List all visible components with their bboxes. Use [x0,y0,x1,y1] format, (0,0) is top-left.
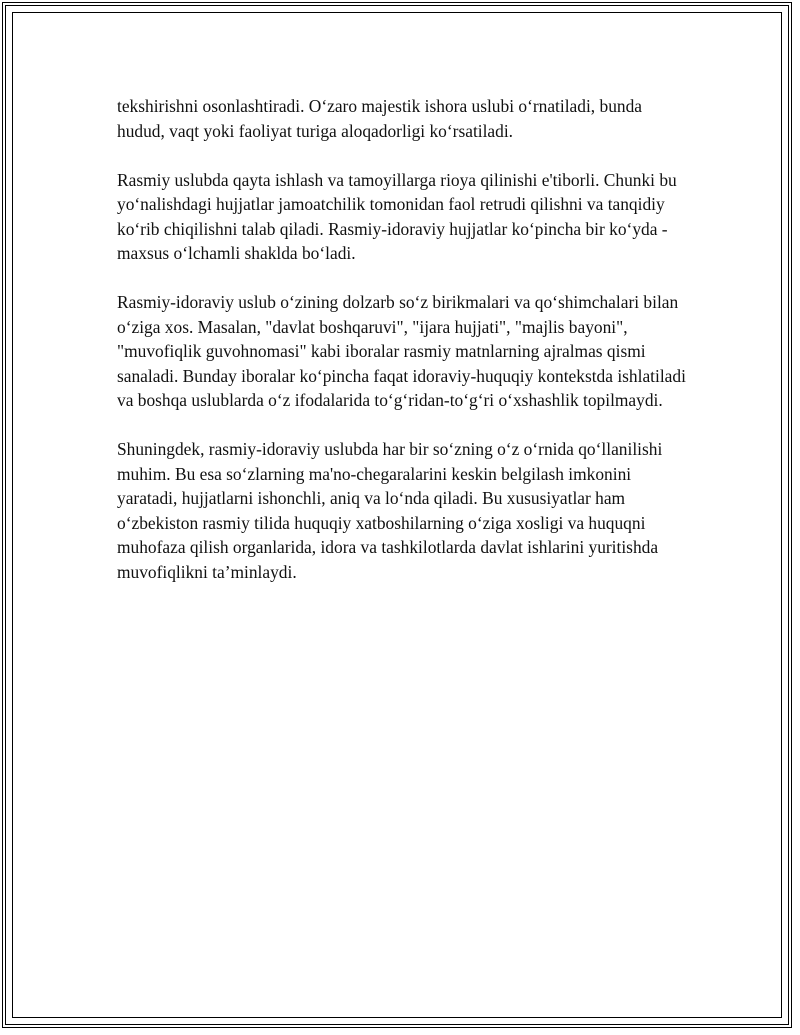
paragraph-1: tekshirishni osonlashtiradi. O‘zaro majestik ishora uslubi o‘rnatiladi, bunda hudud, vaqt yoki faoliyat turiga aloqadorligi ko‘rsatiladi. [117,96,642,141]
document-body [117,94,687,609]
paragraph-3: Rasmiy-idoraviy uslub o‘zining dolzarb so‘z birikmalari va qo‘shimchalari bilan o‘ziga xos. Masalan, "davlat boshqaruvi", "ijara hujjati", "majlis bayoni", "muvofiqlik guvohnomasi" kabi iboralar rasmiy matnlarning ajralmas qismi sanaladi. Bunday iboralar ko‘pincha faqat idoraviy-huquqiy kontekstda ishlatiladi va boshqa uslublarda o‘z ifodalarida to‘g‘ridan-to‘g‘ri o‘xshashlik topilmaydi. [117,292,686,410]
paragraph-4: Shuningdek, rasmiy-idoraviy uslubda har bir so‘zning o‘z o‘rnida qo‘llanilishi muhim. Bu esa so‘zlarning ma'no-chegaralarini keskin belgilash imkonini yaratadi, hujjatlarni ishonchli, aniq va lo‘nda qiladi. Bu xususiyatlar ham o‘zbekiston rasmiy tilida huquqiy xatboshilarning o‘ziga xosligi va huquqni muhofaza qilish organlarida, idora va tashkilotlarda davlat ishlarini yuritishda muvofiqlikni ta’minlaydi. [117,439,663,582]
paragraph-2: Rasmiy uslubda qayta ishlash va tamoyillarga rioya qilinishi e'tiborli. Chunki bu yo‘nalishdagi hujjatlar jamoatchilik tomonidan faol retrudi qilishni va tanqidiy ko‘rib chiqilishni talab qiladi. Rasmiy-idoraviy hujjatlar ko‘pincha bir ko‘yda - maxsus o‘lchamli shaklda bo‘ladi. [117,169,677,263]
